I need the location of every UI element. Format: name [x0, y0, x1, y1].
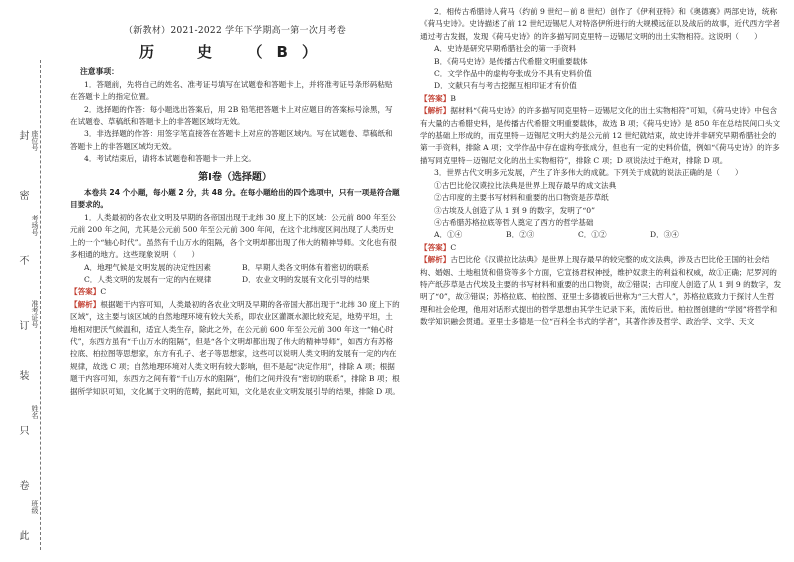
binding-dashed-line — [40, 60, 41, 550]
section-title: 第Ⅰ卷（选择题） — [198, 171, 272, 183]
exam-title: （新教材）2021-2022 学年下学期高一第一次月考卷 — [123, 26, 347, 36]
question-1-option-c: C．人类文明的发展有一定的内在规律 — [84, 274, 212, 284]
question-1-answer — [70, 286, 400, 298]
question-2-option-a: A．史诗是研究早期希腊社会的第一手资料 — [434, 44, 577, 54]
binding-char: 卷 — [17, 480, 28, 490]
binding-char: 装 — [17, 370, 28, 380]
binding-char: 只 — [17, 425, 28, 435]
question-1-option-d: D．农业文明的发展有文化引导的结果 — [242, 274, 370, 284]
question-3-analysis — [420, 254, 782, 328]
section-intro: 本卷共 24 个小题，每小题 2 分，共 48 分。在每小题给出的四个选项中，只有一项是符合题目要求的。 — [70, 188, 400, 210]
analysis-text: 根据题干内容可知，人类最初的各农业文明及早期的各帝国大都出现于“北纬 30 度上下的区域”，这主要与该区域的自然地理环境有较大关系，即农业区灌溉水源比较充足，地势平坦，土地相对肥沃气候温和，适宜人类生存，除此之外，在公元前 600 年至公元前 300 年这一“轴心时代”，东西方虽有“千山万水的阻隔”，但是“各个文明却都出现了伟大的精神导师”，如西方有苏格拉底、柏拉图等思想家，东方有孔子、老子等思想家，这些可以说明人类文明的发展有一定的内在规律，故选 C 项；自然地理环境对人类文明有较大影响，但不是起“决定作用”，排除 A 项；根据题干内容可知，东西方之间有着“千山万水的阻隔”，他们之间并没有“密切的联系”，排除 B 项；根据所学知识可知，文化属于文明的范畴，据此可知，文化是农业文明发展引导的结果，排除 D 项。 — [70, 299, 400, 396]
binding-char: 订 — [17, 320, 28, 330]
class-field: 班级 — [31, 500, 39, 514]
subject-title: 历 史 （B） — [139, 43, 331, 61]
notice-item: 3．非选择题的作答：用签字笔直接答在答题卡上对应的答题区域内。写在试题卷、草稿纸和答题卡上的非答题区域均无效。 — [70, 129, 393, 151]
question-1-analysis — [70, 299, 400, 398]
right-column — [420, 6, 782, 329]
question-2-option-c: C．文学作品中的虚构夸张成分不具有史料价值 — [434, 69, 592, 79]
question-1-stem: 1．人类最初的各农业文明及早期的各帝国出现于北纬 30 度上下的区域：公元前 800 年至公元前 200 年之间，尤其是公元前 500 年至公元前 300 年间，在这个北纬度区间出现了人类历史上的一个“轴心时代”。虽然有千山万水的阻隔，各个文明却都出现了伟大的精神导师。文化也有很多相通的地方。这些现象说明（ ） — [70, 212, 397, 260]
question-1-option-b: B．早期人类各文明体有着密切的联系 — [242, 262, 370, 272]
question-3-options — [434, 229, 782, 241]
question-3-option-d: D．③④ — [650, 230, 679, 240]
answer-tag: 【答案】 — [70, 287, 101, 297]
admission-number-field: 准考证号 — [31, 300, 39, 328]
question-1-option-a: A．地理气候是文明发展的决定性因素 — [84, 262, 211, 272]
answer-tag: 【答案】 — [420, 93, 451, 103]
notice-item: 4．考试结束后，请将本试题卷和答题卡一并上交。 — [84, 154, 256, 164]
analysis-text: 古巴比伦《汉谟拉比法典》是世界上现存最早的较完整的成文法典，涉及古巴比伦王国的社会结构、婚姻、土地租赁和借贷等多个方面，它宣扬君权神授，维护奴隶主的利益和权威，故①正确；尼罗河的特产纸莎草是古代埃及主要的书写材料和重要的出口物资，故②错误；古印度人创造了从 1 到 9 的数字，发明了“0”，故③错误；苏格拉底、柏拉图、亚里士多德被后世称为“三大哲人”，苏格拉底致力于探讨人生哲理和社会伦理，他用对话形式提出的哲学思想由其学生记录下来，流传后世。柏拉图创建的“学园”将哲学和数学知识融会贯通。亚里士多德是一位“百科全书式的学者”，其著作涉及哲学、政治学、文学、天文 — [420, 255, 782, 327]
name-field: 姓名 — [31, 405, 39, 419]
seat-number-field: 座位号 — [31, 130, 39, 151]
question-3-item: ③古埃及人创造了从 1 到 9 的数字，发明了“0” — [434, 205, 596, 215]
question-3-option-b: B．②③ — [506, 230, 535, 240]
question-2-analysis — [420, 105, 782, 167]
question-3-option-a: A．①④ — [434, 230, 463, 240]
analysis-tag: 【解析】 — [70, 299, 101, 309]
binding-margin — [14, 60, 44, 550]
question-3-option-c: C．①② — [578, 230, 607, 240]
binding-char: 此 — [17, 530, 28, 540]
notice-title: 注意事项： — [80, 67, 119, 77]
question-3-stem: 3．世界古代文明多元发展，产生了许多伟大的成就。下列关于成就的说法正确的是（ ） — [434, 168, 743, 178]
analysis-tag: 【解析】 — [420, 106, 451, 116]
question-2-stem: 2．相传古希腊诗人荷马（约前 9 世纪－前 8 世纪）创作了《伊利亚特》和《奥德赛》两部史诗，统称《荷马史诗》。史诗描述了前 12 世纪迈锡尼人对特洛伊所进行的大规模远征以及战后的故事，近代西方学者通过考古发掘，发现《荷马史诗》的许多描写同克里特－迈锡尼文明的出土实物相符。这说明（ ） — [420, 7, 780, 41]
question-2-answer — [420, 93, 782, 105]
question-3-item: ①古巴比伦汉谟拉比法典是世界上现存最早的成文法典 — [434, 180, 617, 190]
answer-value: C — [450, 242, 457, 252]
question-3-answer — [420, 242, 782, 254]
binding-char: 不 — [17, 255, 28, 265]
binding-char: 密 — [17, 190, 28, 200]
answer-tag: 【答案】 — [420, 242, 451, 252]
question-1-options-row — [84, 262, 400, 274]
answer-value: B — [450, 93, 456, 103]
answer-value: C — [100, 287, 107, 297]
analysis-text: 据材料“《荷马史诗》的许多描写同克里特－迈锡尼文化的出土实物相符”可知，《荷马史诗》中包含有大量的古希腊史料，是传播古代希腊文明重要载体，故选 B 项；《荷马史诗》是 850 年在总结民间口头文学的基础上形成的，而克里特－迈锡尼文明大约是公元前 12 世纪就结束，故史诗并非研究早期希腊社会的第一手资料，排除 A 项；文学作品中存在虚构夸张成分，但也有一定的史料价值，例如“《荷马史诗》的许多描写同克里特－迈锡尼文化的出土实物相符”，排除 C 项；D 项说法过于绝对，排除 D 项。 — [420, 106, 781, 165]
question-2-option-b: B．《荷马史诗》是传播古代希腊文明重要载体 — [434, 56, 588, 66]
notice-item: 2．选择题的作答：每小题选出答案后，用 2B 铅笔把答题卡上对应题目的答案标号涂黑，写在试题卷、草稿纸和答题卡上的非答题区域均无效。 — [70, 104, 393, 127]
analysis-tag: 【解析】 — [420, 255, 451, 265]
exam-room-field: 考场号 — [31, 215, 39, 236]
question-3-item: ④古希腊苏格拉底等哲人奠定了西方的哲学基础 — [434, 217, 594, 227]
question-3-item: ②古印度的主要书写材料和重要的出口物资是莎草纸 — [434, 193, 609, 203]
notice-item: 1．答题前，先将自己的姓名、准考证号填写在试题卷和答题卡上，并将准考证号条形码粘贴在答题卡上的指定位置。 — [70, 79, 393, 102]
binding-char: 封 — [17, 130, 28, 140]
left-column — [70, 0, 400, 398]
question-1-options-row — [84, 274, 400, 286]
question-2-option-d: D．文献只有与考古挖掘互相印证才有价值 — [434, 81, 577, 91]
